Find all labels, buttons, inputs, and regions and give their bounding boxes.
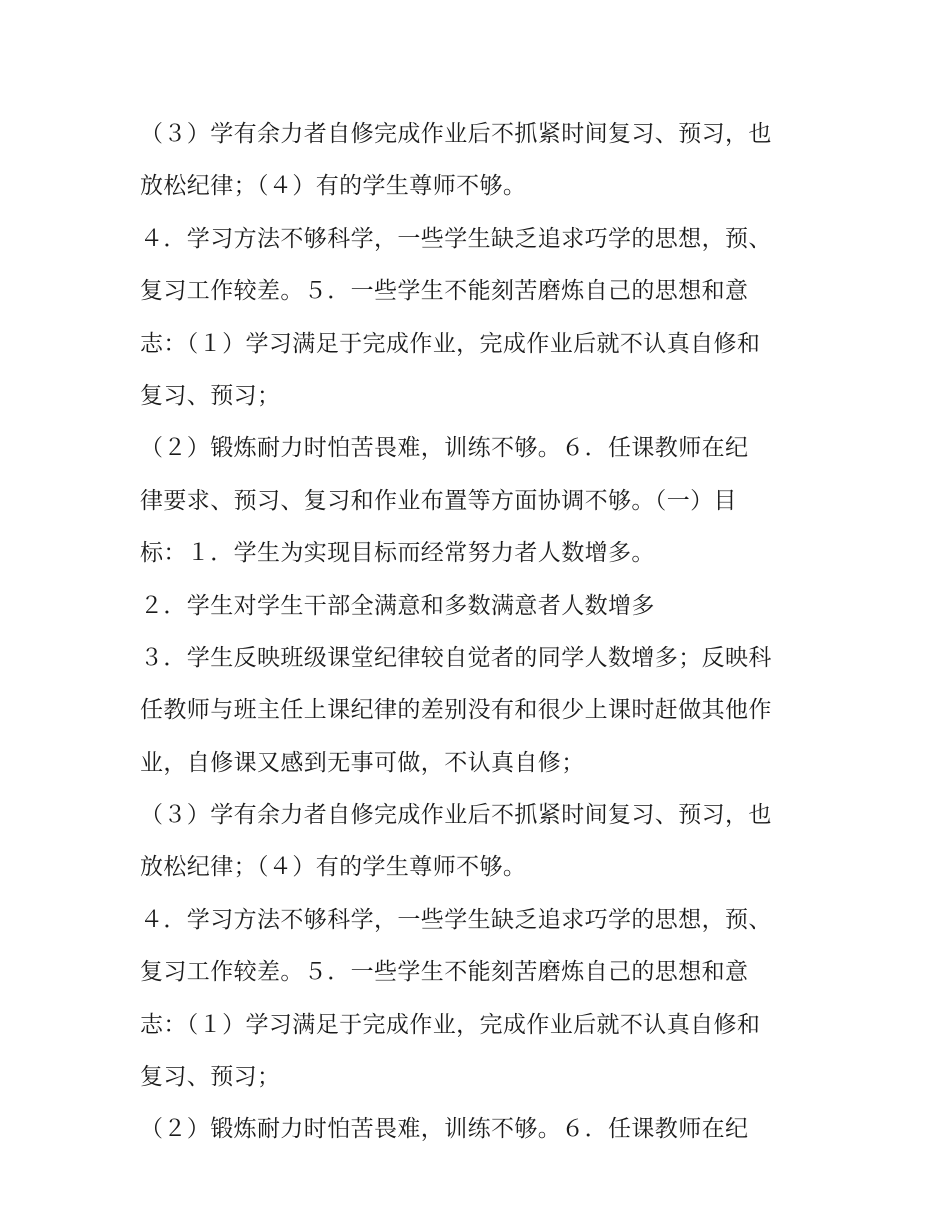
text-line: 志：（１）学习满足于完成作业，完成作业后就不认真自修和 [140,1011,761,1038]
text-line: ２．学生对学生干部全满意和多数满意者人数增多 [140,592,655,619]
text-line: 复习、预习； [140,382,281,409]
text-line: 任教师与班主任上课纪律的差别没有和很少上课时赶做其他作 [140,697,772,724]
text-line: ４．学习方法不够科学，一些学生缺乏追求巧学的思想，预、 [140,906,772,933]
text-line: 标：１．学生为实现目标而经常努力者人数增多。 [140,540,655,567]
text-line: 律要求、预习、复习和作业布置等方面协调不够。（一）目 [140,487,737,514]
text-line: ４．学习方法不够科学，一些学生缺乏追求巧学的思想，预、 [140,225,772,252]
text-line: （３）学有余力者自修完成作业后不抓紧时间复习、预习，也 [140,802,772,829]
text-line: （３）学有余力者自修完成作业后不抓紧时间复习、预习，也 [140,121,772,147]
text-line: 业，自修课又感到无事可做，不认真自修； [140,749,585,776]
text-line: 放松纪律；（４）有的学生尊师不够。 [140,173,527,200]
document-body [140,108,830,1156]
text-line: 复习、预习； [140,1064,281,1091]
text-line: （２）锻炼耐力时怕苦畏难，训练不够。６．任课教师在纪 [140,435,749,462]
text-line: 放松纪律；（４）有的学生尊师不够。 [140,854,527,881]
text-line: （２）锻炼耐力时怕苦畏难，训练不够。６．任课教师在纪 [140,1116,749,1143]
text-line: ３．学生反映班级课堂纪律较自觉者的同学人数增多；反映科 [140,644,772,671]
text-line: 复习工作较差。５．一些学生不能刻苦磨炼自己的思想和意 [140,959,749,986]
text-line: 复习工作较差。５．一些学生不能刻苦磨炼自己的思想和意 [140,278,749,305]
text-line: 志：（１）学习满足于完成作业，完成作业后就不认真自修和 [140,330,761,357]
